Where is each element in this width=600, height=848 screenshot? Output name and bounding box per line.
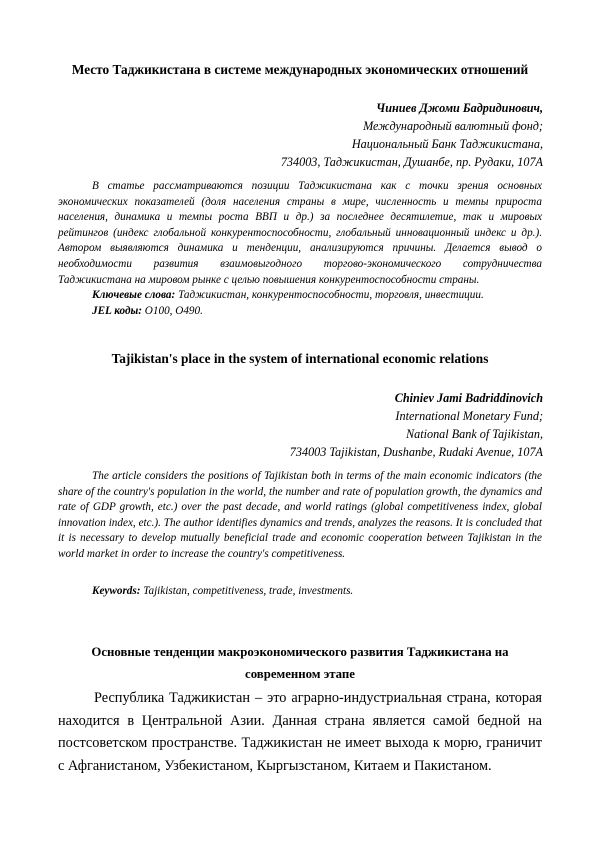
- ru-keywords-label: Ключевые слова:: [92, 289, 176, 301]
- en-affiliation-line: 734003 Tajikistan, Dushanbe, Rudaki Avenue, 107A: [289, 445, 543, 459]
- ru-jel-label: JEL коды:: [92, 305, 142, 317]
- ru-keywords-text: Таджикистан, конкурентоспособности, торговля, инвестиции.: [178, 289, 484, 301]
- en-article-title: Tajikistan's place in the system of international economic relations: [111, 351, 489, 366]
- en-author-name: Chiniev Jami Badriddinovich: [394, 391, 543, 405]
- ru-jel-text: O100, O490.: [144, 305, 203, 317]
- section-heading-line: современном этапе: [245, 667, 355, 681]
- ru-jel-codes: [92, 304, 203, 320]
- ru-affiliation-line: 734003, Таджикистан, Душанбе, пр. Рудаки, 107А: [280, 155, 543, 169]
- body-paragraph: Республика Таджикистан – это аграрно-индустриальная страна, которая находится в Центральной Азии. Данная страна является самой бедной на постсоветском пространстве. Таджикистан не имеет выхода к морю, граничит с Афганистаном, Узбекистаном, Кыргызстаном, Китаем и Пакистаном.: [58, 690, 542, 774]
- en-affiliation-line: International Monetary Fund;: [395, 409, 543, 423]
- en-keywords-label: Keywords:: [92, 585, 141, 597]
- ru-affiliation-line: Национальный Банк Таджикистана,: [351, 137, 543, 151]
- ru-keywords: [92, 288, 484, 304]
- section-heading: [50, 641, 550, 685]
- ru-author-name: Чиниев Джоми Бадридинович,: [376, 101, 543, 115]
- en-author-block: [290, 389, 543, 461]
- en-keywords: [92, 584, 353, 600]
- en-affiliation-line: National Bank of Tajikistan,: [405, 427, 543, 441]
- ru-abstract: В статье рассматриваются позиции Таджикистана как с точки зрения основных экономических показателей (доля населения страны в мире, численность и темпы прироста населения, динамика и темпы роста ВВП и др.) за последнее десятилетие, так и мировых рейтингов (индекс глобальной конкурентоспособности, глобальный инновационный индекс и др.). Автором выявляются динамика и тенденции, анализируются причины. Делается вывод о необходимости развития взаимовыгодного торгово-экономического сотрудничества Таджикистана на мировом рынке с целью повышения конкурентоспособности страны.: [58, 180, 542, 286]
- en-abstract: The article considers the positions of Tajikistan both in terms of the main economic indicators (the share of the country's population in the world, the number and rate of population growth, the dynamics and rate of GDP growth, etc.) over the past decade, and world ratings (global competitiveness index, global innovation index, etc.). The author identifies dynamics and trends, analyzes the reasons. It is concluded that it is necessary to develop mutually beneficial trade and economic cooperation between Tajikistan in the world market in order to increase the country's competitiveness.: [58, 470, 542, 560]
- en-keywords-text: Tajikistan, competitiveness, trade, investments.: [143, 585, 354, 597]
- ru-article-title: Место Таджикистана в системе международных экономических отношений: [71, 62, 529, 77]
- section-heading-line: Основные тенденции макроэкономического развития Таджикистана на: [91, 645, 509, 659]
- ru-author-block: [281, 99, 543, 171]
- ru-affiliation-line: Международный валютный фонд;: [363, 119, 543, 133]
